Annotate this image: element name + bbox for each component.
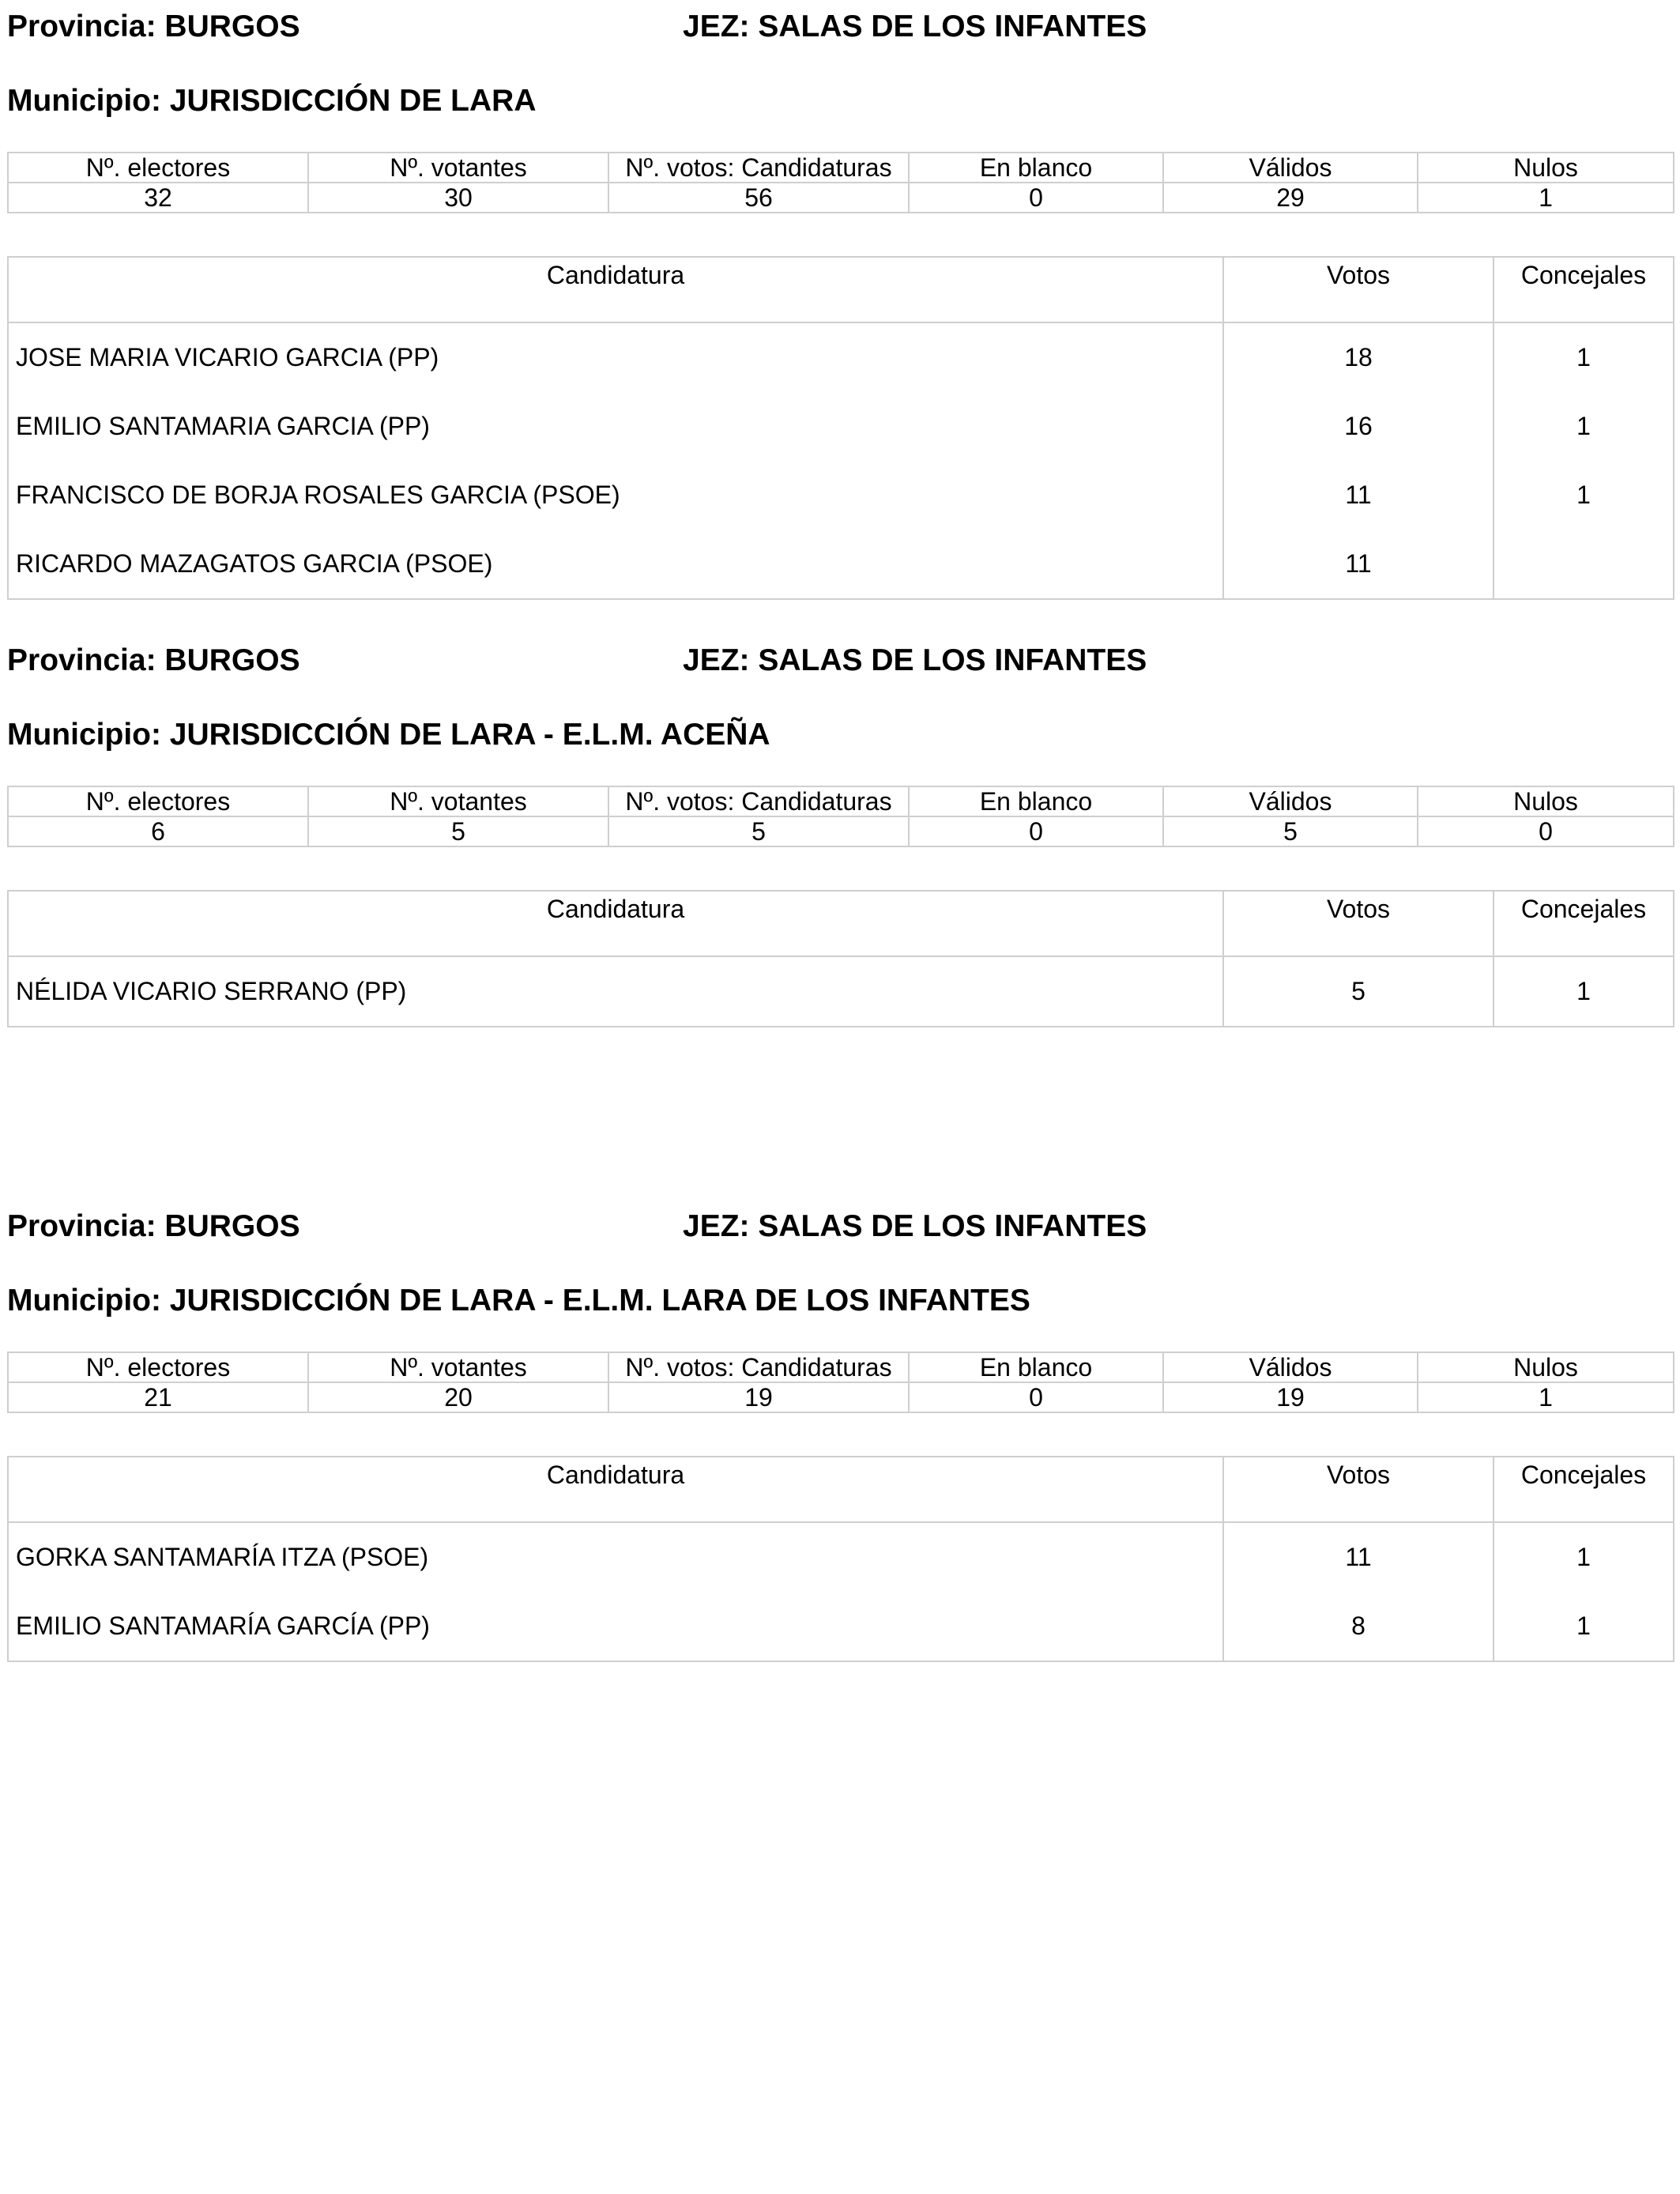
candidates-header-row	[8, 257, 1674, 322]
candidate-votos: 11	[1223, 461, 1494, 530]
header-candidatura: Candidatura	[8, 257, 1223, 322]
stats-header-cell: Nulos	[1418, 786, 1674, 816]
candidates-table	[7, 1456, 1674, 1662]
candidate-row	[8, 1522, 1674, 1592]
stats-value-cell: 29	[1163, 183, 1418, 213]
stats-header-cell: Válidos	[1163, 786, 1418, 816]
stats-value-cell: 1	[1418, 1382, 1674, 1412]
candidate-name: RICARDO MAZAGATOS GARCIA (PSOE)	[16, 549, 493, 578]
header-concejales: Concejales	[1494, 891, 1674, 956]
header-votos: Votos	[1223, 1457, 1494, 1522]
stats-value-cell: 56	[608, 183, 909, 213]
candidate-name: JOSE MARIA VICARIO GARCIA (PP)	[16, 343, 439, 371]
candidates-header-row	[8, 891, 1674, 956]
candidate-row	[8, 1592, 1674, 1661]
stats-header-cell: En blanco	[909, 1352, 1163, 1382]
stats-header-cell: Nº. votos: Candidaturas	[608, 153, 909, 183]
stats-header-cell: Nº. votantes	[308, 786, 608, 816]
stats-value-cell: 1	[1418, 183, 1674, 213]
municipio-title: Municipio: JURISDICCIÓN DE LARA - E.L.M. LARA DE LOS INFANTES	[7, 1284, 1030, 1318]
candidate-votos: 5	[1223, 956, 1494, 1027]
candidates-header-row	[8, 1457, 1674, 1522]
header-votos: Votos	[1223, 891, 1494, 956]
stats-value-cell: 21	[8, 1382, 308, 1412]
candidate-votos: 11	[1223, 530, 1494, 599]
candidate-row	[8, 392, 1674, 461]
municipio-title: Municipio: JURISDICCIÓN DE LARA - E.L.M. ACEÑA	[7, 718, 770, 752]
candidate-concejales: 1	[1494, 956, 1674, 1027]
stats-value-cell: 5	[608, 816, 909, 846]
candidate-concejales: 1	[1494, 1522, 1674, 1592]
stats-header-row	[8, 153, 1674, 183]
candidate-name: EMILIO SANTAMARIA GARCIA (PP)	[16, 412, 430, 440]
candidate-votos: 16	[1223, 392, 1494, 461]
stats-header-cell: Nº. electores	[8, 153, 308, 183]
candidate-concejales: 1	[1494, 322, 1674, 392]
stats-value-cell: 6	[8, 816, 308, 846]
stats-table	[7, 152, 1674, 213]
stats-header-cell: Nº. votos: Candidaturas	[608, 786, 909, 816]
stats-header-cell: Nº. electores	[8, 786, 308, 816]
candidate-row	[8, 530, 1674, 599]
stats-value-cell: 0	[909, 183, 1163, 213]
stats-header-cell: Nulos	[1418, 153, 1674, 183]
candidate-row	[8, 956, 1674, 1027]
stats-header-cell: Válidos	[1163, 1352, 1418, 1382]
jez-label: JEZ: SALAS DE LOS INFANTES	[683, 9, 1147, 43]
stats-table	[7, 786, 1674, 847]
candidate-row	[8, 461, 1674, 530]
stats-header-row	[8, 1352, 1674, 1382]
stats-value-cell: 5	[1163, 816, 1418, 846]
candidates-table	[7, 256, 1674, 600]
stats-value-row	[8, 1382, 1674, 1412]
stats-header-cell: Nº. electores	[8, 1352, 308, 1382]
candidate-name: EMILIO SANTAMARÍA GARCÍA (PP)	[16, 1612, 430, 1640]
stats-header-cell: En blanco	[909, 153, 1163, 183]
stats-header-cell: En blanco	[909, 786, 1163, 816]
stats-value-cell: 19	[1163, 1382, 1418, 1412]
stats-header-cell: Nº. votos: Candidaturas	[608, 1352, 909, 1382]
stats-value-cell: 32	[8, 183, 308, 213]
stats-value-cell: 5	[308, 816, 608, 846]
header-candidatura: Candidatura	[8, 1457, 1223, 1522]
jez-label: JEZ: SALAS DE LOS INFANTES	[683, 1209, 1147, 1243]
candidate-votos: 11	[1223, 1522, 1494, 1592]
candidates-table	[7, 890, 1674, 1027]
candidate-name: FRANCISCO DE BORJA ROSALES GARCIA (PSOE)	[16, 481, 620, 509]
provincia-label: Provincia: BURGOS	[7, 9, 300, 43]
stats-value-row	[8, 183, 1674, 213]
header-candidatura: Candidatura	[8, 891, 1223, 956]
stats-value-cell: 0	[909, 1382, 1163, 1412]
candidate-row	[8, 322, 1674, 392]
stats-header-cell: Nº. votantes	[308, 153, 608, 183]
candidate-votos: 8	[1223, 1592, 1494, 1661]
candidate-concejales	[1494, 530, 1674, 599]
candidate-name: GORKA SANTAMARÍA ITZA (PSOE)	[16, 1543, 429, 1571]
stats-value-cell: 0	[909, 816, 1163, 846]
stats-header-row	[8, 786, 1674, 816]
provincia-label: Provincia: BURGOS	[7, 1209, 300, 1243]
stats-header-cell: Válidos	[1163, 153, 1418, 183]
stats-value-cell: 0	[1418, 816, 1674, 846]
municipio-title: Municipio: JURISDICCIÓN DE LARA	[7, 84, 537, 118]
stats-value-cell: 19	[608, 1382, 909, 1412]
header-concejales: Concejales	[1494, 1457, 1674, 1522]
candidate-concejales: 1	[1494, 461, 1674, 530]
jez-label: JEZ: SALAS DE LOS INFANTES	[683, 643, 1147, 677]
provincia-label: Provincia: BURGOS	[7, 643, 300, 677]
stats-value-row	[8, 816, 1674, 846]
candidate-concejales: 1	[1494, 392, 1674, 461]
stats-table	[7, 1351, 1674, 1413]
candidate-name: NÉLIDA VICARIO SERRANO (PP)	[16, 977, 407, 1005]
candidate-votos: 18	[1223, 322, 1494, 392]
candidate-concejales: 1	[1494, 1592, 1674, 1661]
header-concejales: Concejales	[1494, 257, 1674, 322]
stats-value-cell: 30	[308, 183, 608, 213]
stats-header-cell: Nulos	[1418, 1352, 1674, 1382]
stats-header-cell: Nº. votantes	[308, 1352, 608, 1382]
stats-value-cell: 20	[308, 1382, 608, 1412]
header-votos: Votos	[1223, 257, 1494, 322]
